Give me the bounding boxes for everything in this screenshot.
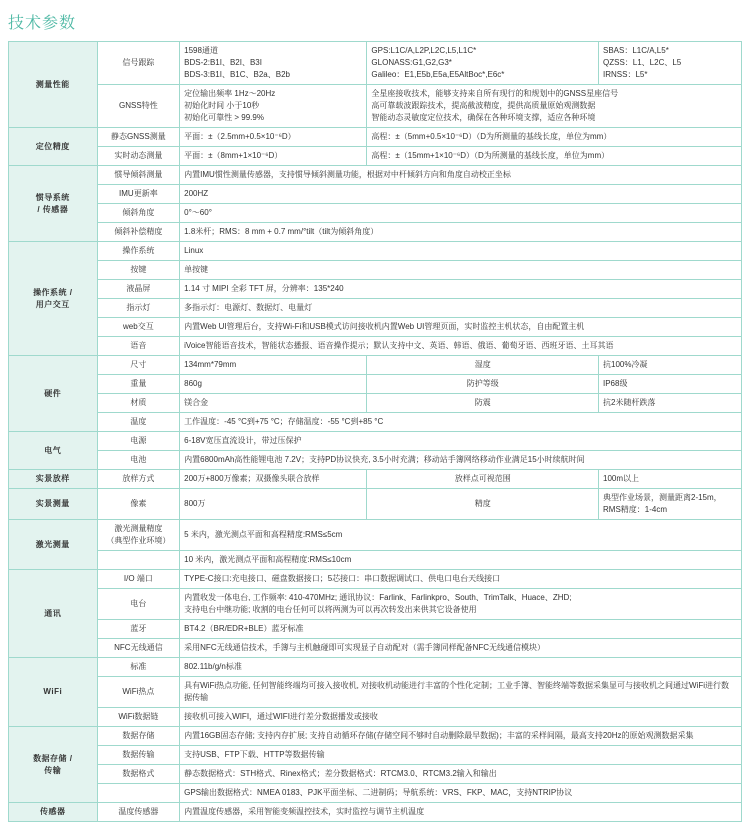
- parameter-name-cell: 温度: [97, 413, 180, 432]
- parameter-name-cell: 静态GNSS测量: [97, 128, 180, 147]
- table-row: [9, 166, 742, 185]
- parameter-value-cell: 200HZ: [180, 185, 742, 204]
- category-cell: 惯导系统 / 传感器: [9, 166, 98, 242]
- table-row: [9, 620, 742, 639]
- parameter-value-cell: 镁合金: [180, 394, 367, 413]
- parameter-value-cell: 工作温度：-45 °C到+75 °C；存储温度：-55 °C到+85 °C: [180, 413, 742, 432]
- parameter-name-cell: 液晶屏: [97, 280, 180, 299]
- parameter-value-cell: 100m以上: [599, 470, 742, 489]
- table-row: [9, 242, 742, 261]
- parameter-name-cell: 实时动态测量: [97, 147, 180, 166]
- parameter-value-cell: 放样点可视范围: [367, 470, 599, 489]
- parameter-name-cell: 电源: [97, 432, 180, 451]
- table-row: [9, 375, 742, 394]
- parameter-name-cell: [97, 784, 180, 803]
- parameter-name-cell: 数据传输: [97, 746, 180, 765]
- table-row: [9, 356, 742, 375]
- parameter-value-cell: 典型作业场景，测量距离2-15m，RMS精度：1-4cm: [599, 489, 742, 520]
- parameter-name-cell: 信号跟踪: [97, 42, 180, 85]
- parameter-name-cell: 温度传感器: [97, 803, 180, 822]
- table-row: [9, 727, 742, 746]
- parameter-value-cell: 单按键: [180, 261, 742, 280]
- table-row: [9, 85, 742, 128]
- parameter-value-cell: 860g: [180, 375, 367, 394]
- parameter-value-cell: 5 米内，激光测点平面和高程精度:RMS≤5cm: [180, 520, 742, 551]
- parameter-name-cell: 操作系统: [97, 242, 180, 261]
- parameter-value-cell: 0°～60°: [180, 204, 742, 223]
- parameter-name-cell: 材质: [97, 394, 180, 413]
- parameter-value-cell: 1598通道 BDS-2:B1I、B2I、B3I BDS-3:B1I、B1C、B2a、B2b: [180, 42, 367, 85]
- table-row: [9, 677, 742, 708]
- table-row: [9, 413, 742, 432]
- category-cell: 实景放样: [9, 470, 98, 489]
- parameter-value-cell: BT4.2（BR/EDR+BLE）蓝牙标准: [180, 620, 742, 639]
- parameter-value-cell: 1.14 寸 MIPI 全彩 TFT 屏，分辨率：135*240: [180, 280, 742, 299]
- parameter-name-cell: 数据存储: [97, 727, 180, 746]
- parameter-value-cell: 抗100%冷凝: [599, 356, 742, 375]
- parameter-value-cell: 内置收发一体电台, 工作频率: 410-470MHz; 通讯协议：Farlink、Farlinkpro、South、TrimTalk、Huace、ZHD; 支持电台中继功能; 收割的电台任何可以将两测为可以再次转发出来供其它设备使用: [180, 589, 742, 620]
- parameter-name-cell: 数据格式: [97, 765, 180, 784]
- category-cell: 数据存储 / 传输: [9, 727, 98, 803]
- parameter-name-cell: 语音: [97, 337, 180, 356]
- table-row: [9, 451, 742, 470]
- category-cell: 实景测量: [9, 489, 98, 520]
- table-row: [9, 128, 742, 147]
- parameter-name-cell: NFC无线通信: [97, 639, 180, 658]
- parameter-value-cell: 防护等级: [367, 375, 599, 394]
- parameter-name-cell: IMU更新率: [97, 185, 180, 204]
- parameter-value-cell: 全星座接收技术，能够支持来自所有现行的和规划中的GNSS星座信号 高可靠载波跟踪技术，提高截波精度，提供高质量原始观测数据 智能动态灵敏度定位技术，确保在各种环境支撑，适应各种环境: [367, 85, 742, 128]
- parameter-value-cell: GPS:L1C/A,L2P,L2C,L5,L1C* GLONASS:G1,G2,G3* Galileo：E1,E5b,E5a,E5AltBoc*,E6c*: [367, 42, 599, 85]
- parameter-value-cell: TYPE-C接口:充电接口、磁盘数据接口；5芯接口：串口数据调试口、供电口电台天线接口: [180, 570, 742, 589]
- table-row: [9, 708, 742, 727]
- parameter-name-cell: I/O 端口: [97, 570, 180, 589]
- parameter-value-cell: 平面：±（8mm+1×10⁻⁶D）: [180, 147, 367, 166]
- table-row: [9, 489, 742, 520]
- parameter-name-cell: WiFi热点: [97, 677, 180, 708]
- parameter-name-cell: GNSS特性: [97, 85, 180, 128]
- table-row: [9, 570, 742, 589]
- parameter-name-cell: web交互: [97, 318, 180, 337]
- parameter-name-cell: 倾斜补偿精度: [97, 223, 180, 242]
- table-row: [9, 765, 742, 784]
- category-cell: 电气: [9, 432, 98, 470]
- parameter-name-cell: 标准: [97, 658, 180, 677]
- table-row: [9, 803, 742, 822]
- parameter-name-cell: 放样方式: [97, 470, 180, 489]
- parameter-value-cell: 1.8米杆；RMS：8 mm + 0.7 mm/°tilt（tilt为倾斜角度）: [180, 223, 742, 242]
- parameter-value-cell: 具有WiFi热点功能, 任何智能终端均可接入接收机, 对接收机动能进行丰富的个性化定制；工业手簿、智能终端等数据采集显可与接收机之间通过WiFi进行数据传输: [180, 677, 742, 708]
- table-row: [9, 394, 742, 413]
- parameter-value-cell: 防震: [367, 394, 599, 413]
- parameter-value-cell: 内置16GB固态存储; 支持内存扩展; 支持自动循环存储(存储空间不够时自动删除最早数据)；丰富的采样间隔，最高支持20Hz的原始观测数据采集: [180, 727, 742, 746]
- parameter-value-cell: 抗2米随杆跌落: [599, 394, 742, 413]
- parameter-value-cell: 200万+800万像素；双摄像头联合放样: [180, 470, 367, 489]
- parameter-value-cell: 高程：±（15mm+1×10⁻⁶D）（D为所测量的基线长度，单位为mm）: [367, 147, 742, 166]
- table-row: [9, 280, 742, 299]
- table-row: [9, 261, 742, 280]
- parameter-value-cell: 802.11b/g/n标准: [180, 658, 742, 677]
- parameter-name-cell: 惯导倾斜测量: [97, 166, 180, 185]
- parameter-name-cell: 倾斜角度: [97, 204, 180, 223]
- parameter-value-cell: 静态数据格式：STH格式、Rinex格式；差分数据格式：RTCM3.0、RTCM3.2输入和输出: [180, 765, 742, 784]
- table-row: [9, 470, 742, 489]
- parameter-value-cell: 湿度: [367, 356, 599, 375]
- parameter-value-cell: 内置Web UI管理后台，支持Wi-Fi和USB模式访问接收机内置Web UI管理页面，实时监控主机状态，自由配置主机: [180, 318, 742, 337]
- parameter-name-cell: 指示灯: [97, 299, 180, 318]
- table-row: [9, 551, 742, 570]
- table-row: [9, 746, 742, 765]
- parameter-value-cell: 定位输出频率 1Hz～20Hz 初始化时间 小于10秒 初始化可靠性 > 99.9%: [180, 85, 367, 128]
- specifications-table: [8, 41, 742, 822]
- table-row: [9, 337, 742, 356]
- parameter-value-cell: 高程：±（5mm+0.5×10⁻⁶D）（D为所测量的基线长度，单位为mm）: [367, 128, 742, 147]
- parameter-value-cell: Linux: [180, 242, 742, 261]
- parameter-value-cell: 精度: [367, 489, 599, 520]
- parameter-name-cell: 尺寸: [97, 356, 180, 375]
- parameter-value-cell: iVoice智能语音技术，智能状态播报、语音操作提示；默认支持中文、英语、韩语、俄语、葡萄牙语、西班牙语、土耳其语: [180, 337, 742, 356]
- table-row: [9, 42, 742, 85]
- table-row: [9, 147, 742, 166]
- parameter-value-cell: 内置6800mAh高性能锂电池 7.2V；支持PD协议快充, 3.5小时充满；移动站手簿网络移动作业满足15小时续航时间: [180, 451, 742, 470]
- parameter-name-cell: [97, 551, 180, 570]
- parameter-name-cell: WiFi数据链: [97, 708, 180, 727]
- table-row: [9, 589, 742, 620]
- table-row: [9, 639, 742, 658]
- table-row: [9, 784, 742, 803]
- category-cell: WiFi: [9, 658, 98, 727]
- category-cell: 通讯: [9, 570, 98, 658]
- category-cell: 激光测量: [9, 520, 98, 570]
- parameter-value-cell: 6-18V宽压直流设计，带过压保护: [180, 432, 742, 451]
- table-row: [9, 318, 742, 337]
- page-title: 技术参数: [8, 15, 77, 32]
- table-row: [9, 204, 742, 223]
- parameter-value-cell: 支持USB、FTP下载、HTTP等数据传输: [180, 746, 742, 765]
- parameter-name-cell: 重量: [97, 375, 180, 394]
- category-cell: 定位精度: [9, 128, 98, 166]
- parameter-name-cell: 蓝牙: [97, 620, 180, 639]
- parameter-value-cell: 800万: [180, 489, 367, 520]
- parameter-value-cell: 平面：±（2.5mm+0.5×10⁻⁶D）: [180, 128, 367, 147]
- parameter-value-cell: 内置IMU惯性测量传感器，支持惯导倾斜测量功能，根据对中杆倾斜方向和角度自动校正坐标: [180, 166, 742, 185]
- parameter-value-cell: 接收机可接入WIFI，通过WIFI进行差分数据播发或接收: [180, 708, 742, 727]
- parameter-value-cell: IP68级: [599, 375, 742, 394]
- table-row: [9, 520, 742, 551]
- parameter-value-cell: 采用NFC无线通信技术，手簿与主机触碰即可实现显子自动配对（需手簿同样配备NFC无线通信模块）: [180, 639, 742, 658]
- parameter-value-cell: 10 米内，激光测点平面和高程精度:RMS≤10cm: [180, 551, 742, 570]
- parameter-value-cell: 内置温度传感器，采用智能变频温控技术，实时监控与调节主机温度: [180, 803, 742, 822]
- category-cell: 操作系统 / 用户交互: [9, 242, 98, 356]
- table-row: [9, 432, 742, 451]
- parameter-name-cell: 按键: [97, 261, 180, 280]
- parameter-name-cell: 激光测量精度 （典型作业环境）: [97, 520, 180, 551]
- parameter-value-cell: 134mm*79mm: [180, 356, 367, 375]
- parameter-value-cell: 多指示灯：电源灯、数据灯、电量灯: [180, 299, 742, 318]
- parameter-name-cell: 像素: [97, 489, 180, 520]
- table-row: [9, 299, 742, 318]
- table-row: [9, 185, 742, 204]
- parameter-value-cell: GPS输出数据格式：NMEA 0183、PJK平面坐标、二进制码；导航系统：VRS、FKP、MAC，支持NTRIP协议: [180, 784, 742, 803]
- table-row: [9, 223, 742, 242]
- parameter-name-cell: 电台: [97, 589, 180, 620]
- category-cell: 传感器: [9, 803, 98, 822]
- table-row: [9, 658, 742, 677]
- category-cell: 硬件: [9, 356, 98, 432]
- parameter-name-cell: 电池: [97, 451, 180, 470]
- parameter-value-cell: SBAS：L1C/A,L5* QZSS：L1、L2C、L5 IRNSS：L5*: [599, 42, 742, 85]
- category-cell: 测量性能: [9, 42, 98, 128]
